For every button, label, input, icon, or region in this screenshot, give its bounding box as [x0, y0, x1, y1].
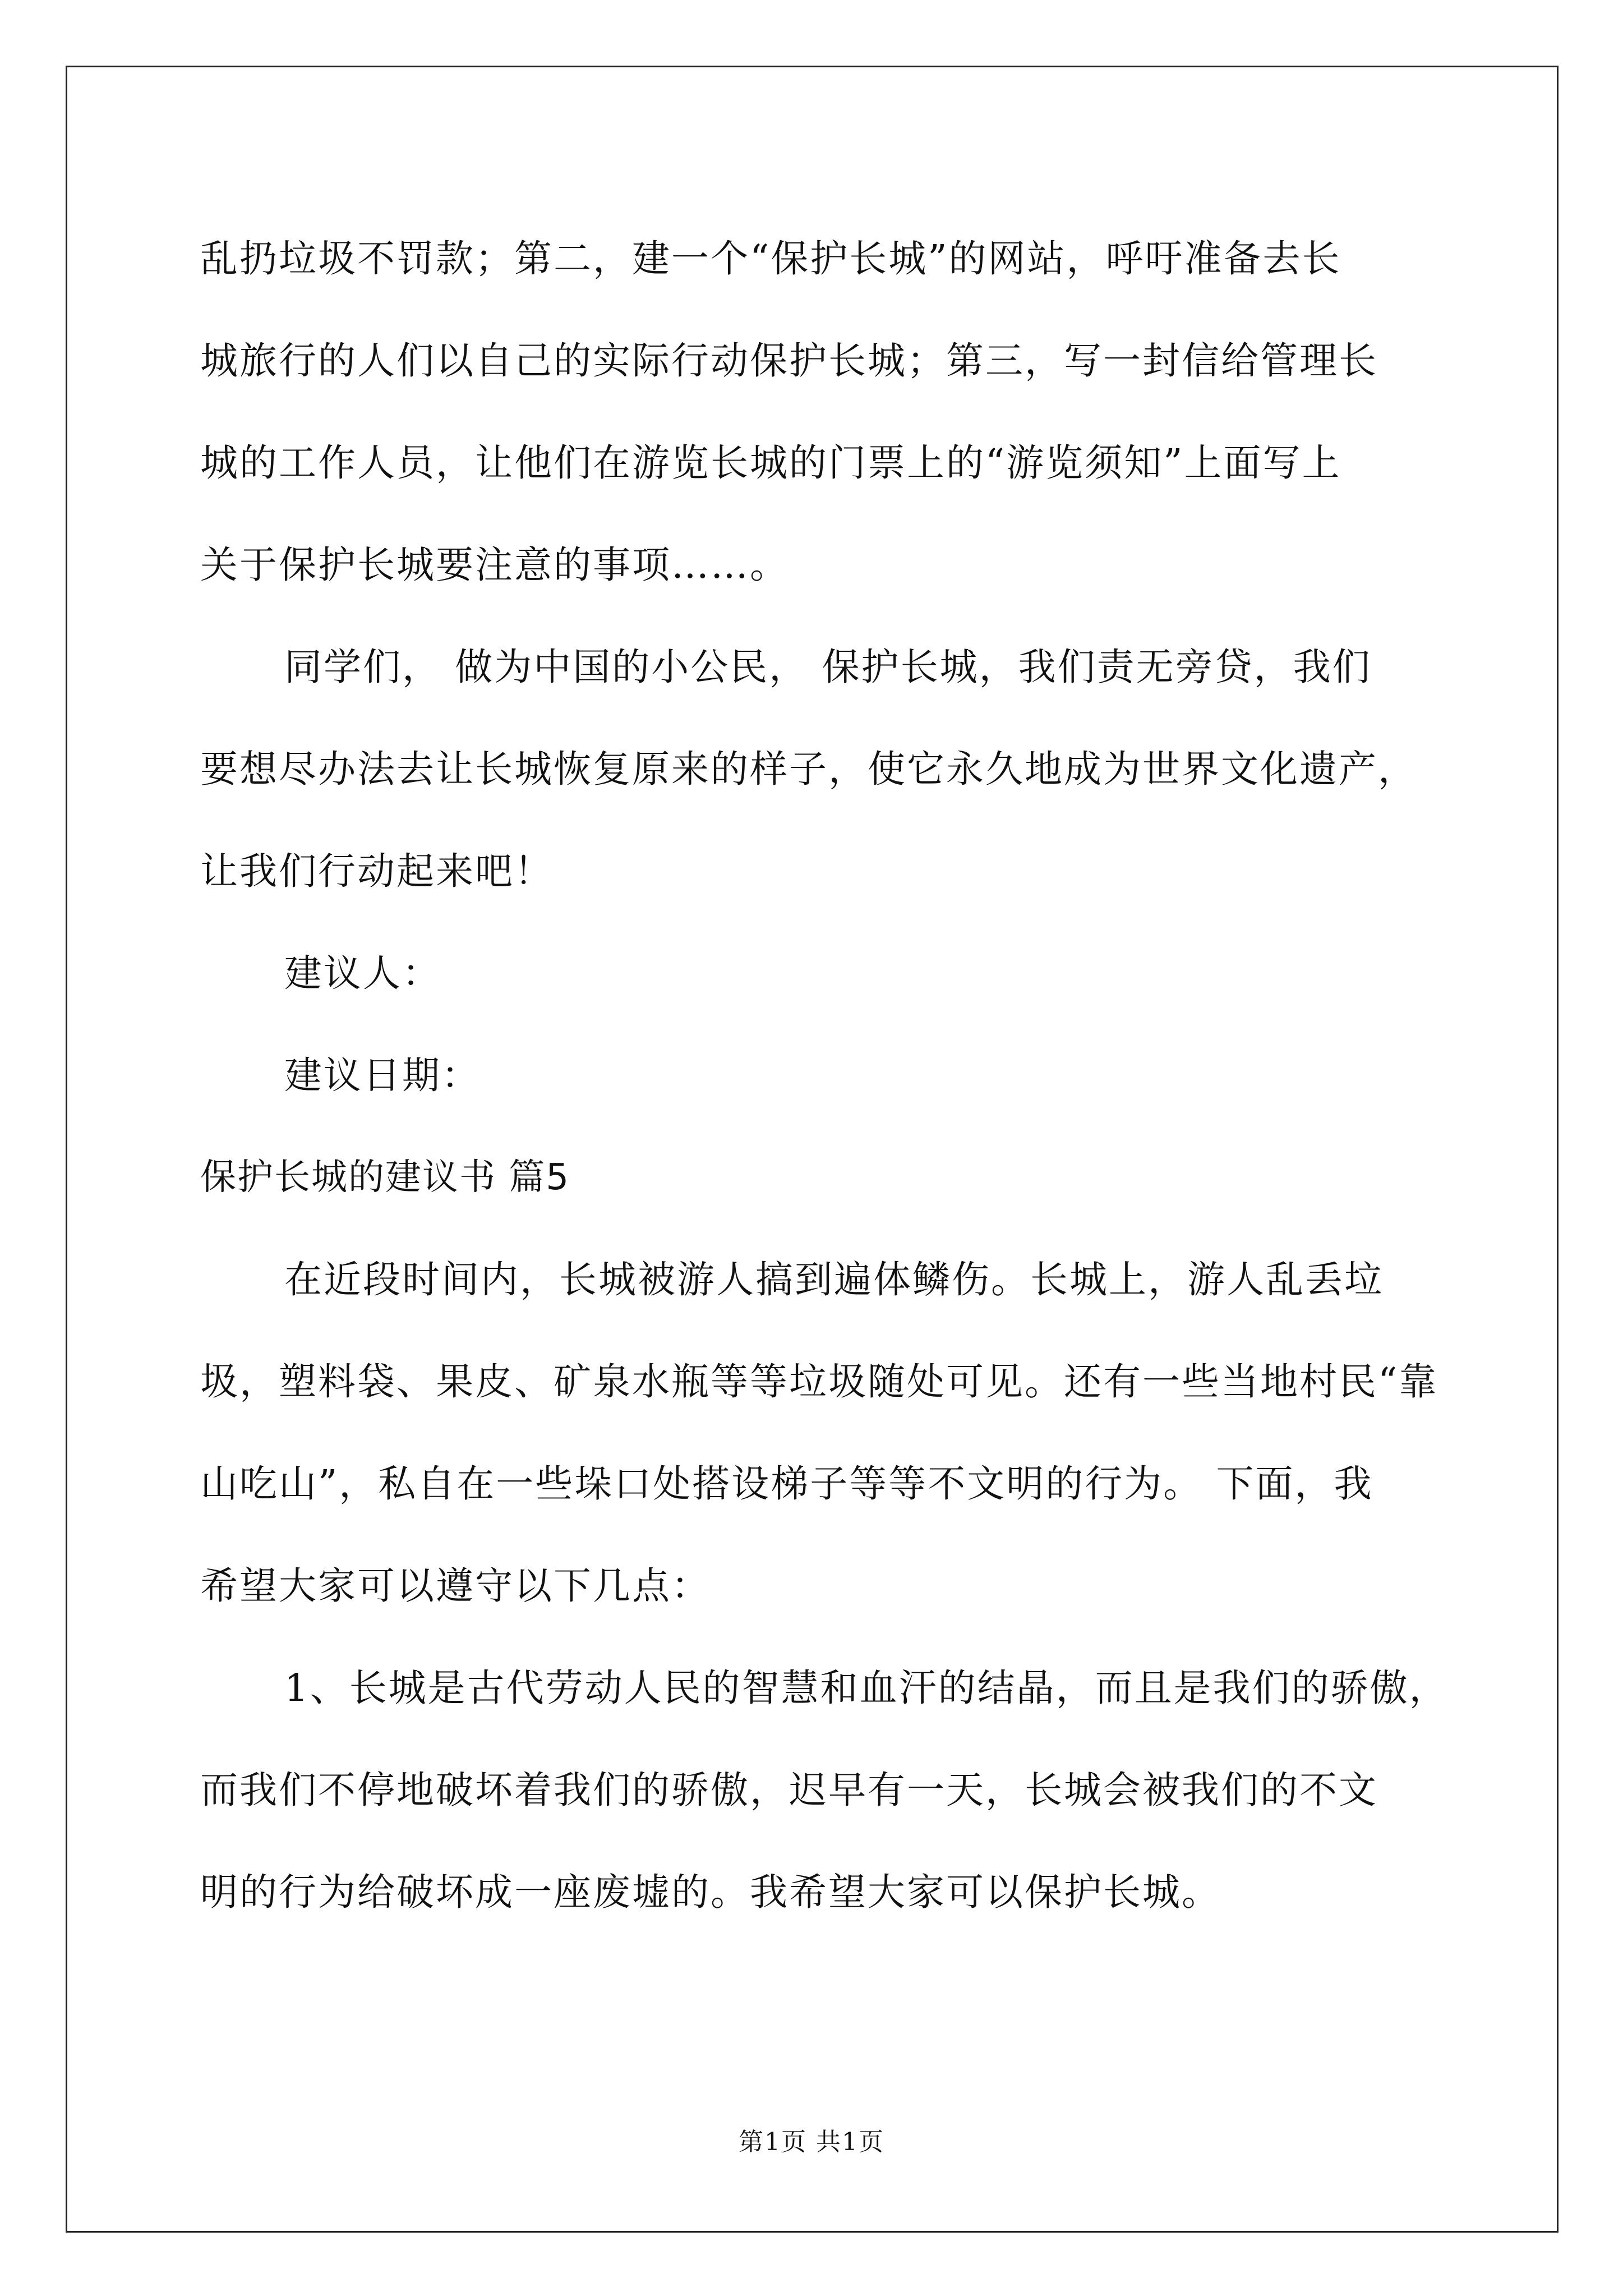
text-line: 城旅行的人们以自己的实际行动保护长城；第三，写一封信给管理长 — [200, 339, 1378, 383]
page-footer: 第1页 共1页 — [739, 2128, 884, 2156]
text-line: 明的行为给破坏成一座废墟的。我希望大家可以保护长城。 — [200, 1870, 1221, 1914]
text-line: 让我们行动起来吧！ — [200, 849, 554, 893]
list-item: 1、长城是古代劳动人民的智慧和血汗的结晶，而且是我们的骄傲， — [284, 1666, 1449, 1710]
text-line: 希望大家可以遵守以下几点： — [200, 1564, 711, 1608]
section-heading: 保护长城的建议书 篇5 — [200, 1157, 570, 1198]
text-line: 乱扔垃圾不罚款；第二，建一个“保护长城”的网站，呼吁准备去长 — [200, 237, 1341, 280]
text-line: 山吃山”，私自在一些垛口处搭设梯子等等不文明的行为。 下面，我 — [200, 1462, 1373, 1506]
paragraph-start: 同学们， 做为中国的小公民， 保护长城，我们责无旁贷，我们 — [284, 645, 1372, 689]
document-body — [200, 208, 1449, 1943]
text-line: 圾，塑料袋、果皮、矿泉水瓶等等垃圾随处可见。还有一些当地村民“靠 — [200, 1360, 1438, 1404]
signature-label: 建议人： — [284, 951, 441, 995]
text-line: 关于保护长城要注意的事项……。 — [200, 543, 789, 587]
text-line: 而我们不停地破坏着我们的骄傲，迟早有一天，长城会被我们的不文 — [200, 1768, 1378, 1812]
text-line: 城的工作人员，让他们在游览长城的门票上的“游览须知”上面写上 — [200, 441, 1341, 485]
text-line: 要想尽办法去让长城恢复原来的样子，使它永久地成为世界文化遗产， — [200, 747, 1417, 791]
date-label: 建议日期： — [284, 1053, 481, 1097]
paragraph-start: 在近段时间内，长城被游人搞到遍体鳞伤。长城上，游人乱丢垃 — [284, 1258, 1384, 1301]
